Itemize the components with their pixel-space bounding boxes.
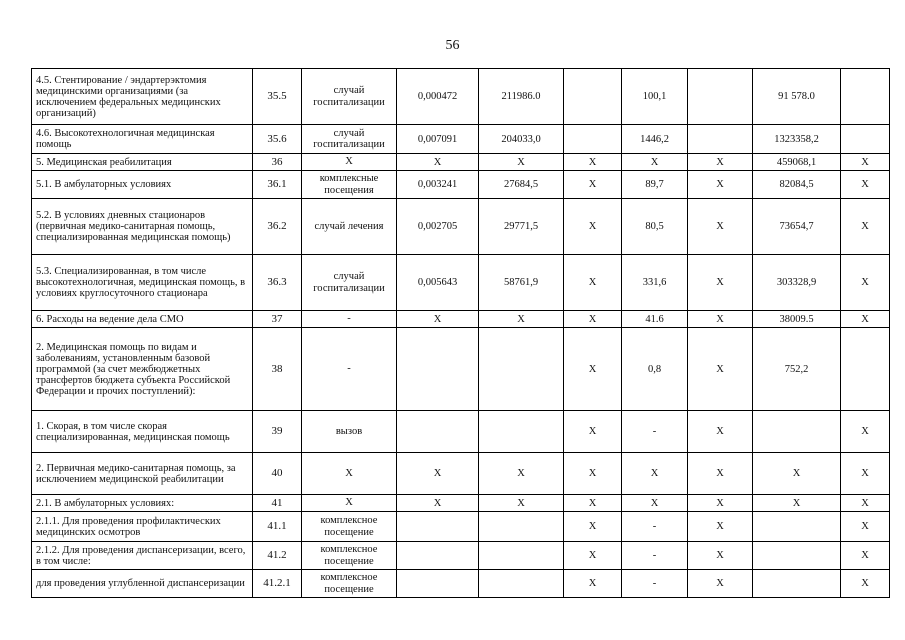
row-unit-cell: комплексное посещение: [302, 570, 397, 598]
row-total-cell: 1323358,2: [753, 125, 841, 154]
row-per-capita-cell: 331,6: [622, 255, 688, 311]
row-cost-cell: 27684,5: [479, 171, 564, 199]
table-row: [32, 154, 890, 171]
row-total-cell: 459068,1: [753, 154, 841, 171]
row-unit-cell: X: [302, 495, 397, 512]
row-col8-cell: X: [688, 512, 753, 542]
financing-table: [31, 68, 890, 598]
row-unit-cell: -: [302, 328, 397, 411]
row-col10-cell: X: [841, 453, 890, 495]
row-normative-cell: 0,005643: [397, 255, 479, 311]
row-col8-cell: X: [688, 154, 753, 171]
row-unit-cell: случай лечения: [302, 199, 397, 255]
row-col8-cell: X: [688, 453, 753, 495]
row-col8-cell: X: [688, 311, 753, 328]
row-total-cell: 91 578.0: [753, 69, 841, 125]
table-row: [32, 453, 890, 495]
row-name-cell: 2. Первичная медико-санитарная помощь, за исключением медицинской реабилитации: [32, 453, 253, 495]
row-unit-cell: случай госпитализации: [302, 255, 397, 311]
row-unit-cell: X: [302, 453, 397, 495]
row-col10-cell: X: [841, 570, 890, 598]
row-col10-cell: X: [841, 542, 890, 570]
row-code-cell: 36: [253, 154, 302, 171]
row-cost-cell: X: [479, 311, 564, 328]
row-unit-cell: комплексное посещение: [302, 542, 397, 570]
row-unit-cell: -: [302, 311, 397, 328]
row-col6-cell: [564, 69, 622, 125]
table-row: [32, 542, 890, 570]
row-col8-cell: [688, 125, 753, 154]
row-cost-cell: X: [479, 495, 564, 512]
row-cost-cell: [479, 411, 564, 453]
table-body: [32, 69, 890, 598]
row-code-cell: 41.2: [253, 542, 302, 570]
row-cost-cell: 29771,5: [479, 199, 564, 255]
row-per-capita-cell: X: [622, 154, 688, 171]
row-total-cell: 303328,9: [753, 255, 841, 311]
row-unit-cell: вызов: [302, 411, 397, 453]
row-col10-cell: [841, 125, 890, 154]
row-total-cell: [753, 411, 841, 453]
row-col8-cell: X: [688, 570, 753, 598]
row-unit-cell: случай госпитализации: [302, 125, 397, 154]
row-col6-cell: X: [564, 570, 622, 598]
table-row: [32, 199, 890, 255]
row-total-cell: X: [753, 495, 841, 512]
row-per-capita-cell: -: [622, 570, 688, 598]
row-total-cell: X: [753, 453, 841, 495]
row-code-cell: 41.2.1: [253, 570, 302, 598]
row-col8-cell: [688, 69, 753, 125]
row-code-cell: 38: [253, 328, 302, 411]
row-col10-cell: X: [841, 199, 890, 255]
row-cost-cell: [479, 512, 564, 542]
row-col6-cell: X: [564, 542, 622, 570]
row-per-capita-cell: 89,7: [622, 171, 688, 199]
row-code-cell: 35.5: [253, 69, 302, 125]
table-row: [32, 171, 890, 199]
row-normative-cell: X: [397, 311, 479, 328]
row-col6-cell: X: [564, 512, 622, 542]
row-name-cell: 5.1. В амбулаторных условиях: [32, 171, 253, 199]
row-code-cell: 41.1: [253, 512, 302, 542]
row-col10-cell: X: [841, 411, 890, 453]
row-code-cell: 36.2: [253, 199, 302, 255]
row-col10-cell: X: [841, 495, 890, 512]
row-col6-cell: X: [564, 311, 622, 328]
row-normative-cell: X: [397, 495, 479, 512]
row-per-capita-cell: -: [622, 512, 688, 542]
page-number: 56: [445, 38, 460, 53]
row-normative-cell: X: [397, 154, 479, 171]
row-col8-cell: X: [688, 495, 753, 512]
row-col6-cell: X: [564, 255, 622, 311]
row-name-cell: 2. Медицинская помощь по видам и заболеваниям, установленным базовой программой (за счет межбюджетных трансфертов бюджета субъекта Российской Федерации и прочих поступлений):: [32, 328, 253, 411]
row-normative-cell: 0,002705: [397, 199, 479, 255]
table-row: [32, 328, 890, 411]
row-unit-cell: комплексное посещение: [302, 512, 397, 542]
row-unit-cell: комплексные посещения: [302, 171, 397, 199]
row-col10-cell: [841, 69, 890, 125]
row-cost-cell: [479, 542, 564, 570]
row-col10-cell: X: [841, 154, 890, 171]
row-col10-cell: X: [841, 311, 890, 328]
row-normative-cell: [397, 328, 479, 411]
row-unit-cell: случай госпитализации: [302, 69, 397, 125]
row-name-cell: для проведения углубленной диспансеризации: [32, 570, 253, 598]
row-col6-cell: [564, 125, 622, 154]
row-code-cell: 36.1: [253, 171, 302, 199]
row-name-cell: 5. Медицинская реабилитация: [32, 154, 253, 171]
row-normative-cell: [397, 411, 479, 453]
row-cost-cell: 204033,0: [479, 125, 564, 154]
row-code-cell: 40: [253, 453, 302, 495]
row-cost-cell: X: [479, 154, 564, 171]
row-unit-cell: X: [302, 154, 397, 171]
row-code-cell: 35.6: [253, 125, 302, 154]
row-name-cell: 5.3. Специализированная, в том числе высокотехнологичная, медицинская помощь, в условиях круглосуточного стационара: [32, 255, 253, 311]
row-col6-cell: X: [564, 328, 622, 411]
row-col6-cell: X: [564, 199, 622, 255]
row-col8-cell: X: [688, 171, 753, 199]
row-col8-cell: X: [688, 411, 753, 453]
table-row: [32, 495, 890, 512]
row-per-capita-cell: 1446,2: [622, 125, 688, 154]
table-row: [32, 512, 890, 542]
row-total-cell: 38009.5: [753, 311, 841, 328]
row-normative-cell: 0,007091: [397, 125, 479, 154]
row-cost-cell: [479, 328, 564, 411]
row-normative-cell: [397, 512, 479, 542]
row-per-capita-cell: 41.6: [622, 311, 688, 328]
row-normative-cell: [397, 542, 479, 570]
row-col6-cell: X: [564, 495, 622, 512]
row-total-cell: [753, 512, 841, 542]
table-row: [32, 570, 890, 598]
row-name-cell: 5.2. В условиях дневных стационаров (первичная медико-санитарная помощь, специализированная медицинская помощь): [32, 199, 253, 255]
row-col10-cell: [841, 328, 890, 411]
row-col8-cell: X: [688, 199, 753, 255]
row-per-capita-cell: 100,1: [622, 69, 688, 125]
row-cost-cell: X: [479, 453, 564, 495]
row-name-cell: 2.1. В амбулаторных условиях:: [32, 495, 253, 512]
row-col8-cell: X: [688, 255, 753, 311]
row-per-capita-cell: -: [622, 411, 688, 453]
row-name-cell: 4.5. Стентирование / эндартерэктомия медицинскими организациями (за исключением федеральных медицинских организаций): [32, 69, 253, 125]
row-per-capita-cell: 0,8: [622, 328, 688, 411]
row-normative-cell: X: [397, 453, 479, 495]
row-total-cell: 752,2: [753, 328, 841, 411]
row-name-cell: 4.6. Высокотехнологичная медицинская помощь: [32, 125, 253, 154]
row-normative-cell: [397, 570, 479, 598]
row-code-cell: 39: [253, 411, 302, 453]
row-code-cell: 41: [253, 495, 302, 512]
row-col6-cell: X: [564, 154, 622, 171]
row-per-capita-cell: X: [622, 495, 688, 512]
table-row: [32, 255, 890, 311]
row-name-cell: 2.1.2. Для проведения диспансеризации, всего, в том числе:: [32, 542, 253, 570]
row-cost-cell: 211986.0: [479, 69, 564, 125]
row-per-capita-cell: 80,5: [622, 199, 688, 255]
row-code-cell: 36.3: [253, 255, 302, 311]
table-row: [32, 311, 890, 328]
row-col10-cell: X: [841, 255, 890, 311]
row-total-cell: 73654,7: [753, 199, 841, 255]
row-col10-cell: X: [841, 171, 890, 199]
row-cost-cell: [479, 570, 564, 598]
row-cost-cell: 58761,9: [479, 255, 564, 311]
table-row: [32, 125, 890, 154]
row-total-cell: [753, 542, 841, 570]
row-code-cell: 37: [253, 311, 302, 328]
row-total-cell: 82084,5: [753, 171, 841, 199]
row-col8-cell: X: [688, 542, 753, 570]
row-normative-cell: 0,000472: [397, 69, 479, 125]
row-col6-cell: X: [564, 171, 622, 199]
row-col6-cell: X: [564, 411, 622, 453]
row-col6-cell: X: [564, 453, 622, 495]
row-total-cell: [753, 570, 841, 598]
row-col8-cell: X: [688, 328, 753, 411]
row-normative-cell: 0,003241: [397, 171, 479, 199]
table-row: [32, 69, 890, 125]
row-name-cell: 1. Скорая, в том числе скорая специализированная, медицинская помощь: [32, 411, 253, 453]
row-name-cell: 2.1.1. Для проведения профилактических медицинских осмотров: [32, 512, 253, 542]
row-per-capita-cell: X: [622, 453, 688, 495]
table-row: [32, 411, 890, 453]
row-name-cell: 6. Расходы на ведение дела СМО: [32, 311, 253, 328]
row-per-capita-cell: -: [622, 542, 688, 570]
row-col10-cell: X: [841, 512, 890, 542]
